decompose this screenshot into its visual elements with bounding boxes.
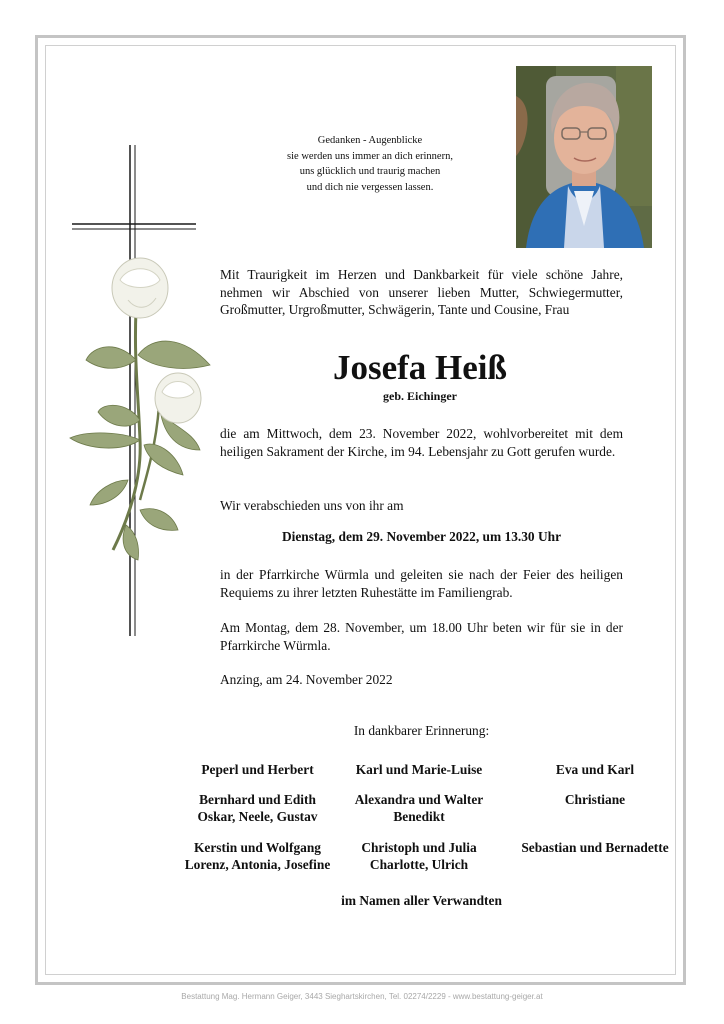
place-date: Anzing, am 24. November 2022 — [220, 672, 393, 687]
signatory: Eva und Karl — [555, 762, 635, 777]
signatory: Christoph und Julia — [361, 840, 477, 855]
poem-line: uns glücklich und traurig machen — [299, 166, 441, 177]
signatory: Bernhard und Edith — [199, 792, 316, 807]
portrait-photo — [516, 66, 652, 248]
farewell-intro: Wir verabschieden uns von ihr am — [220, 498, 404, 513]
maiden-name: geb. Eichinger — [383, 389, 457, 403]
poem-line: sie werden uns immer an dich erinnern, — [287, 150, 453, 162]
cross-with-rose-image — [68, 140, 218, 640]
poem-line: Gedanken - Augenblicke — [317, 135, 423, 146]
signatory: Kerstin und Wolfgang — [194, 840, 321, 855]
signatory: Charlotte, Ulrich — [369, 857, 469, 872]
signatory: Christiane — [564, 792, 626, 807]
signatory: Karl und Marie-Luise — [355, 762, 483, 777]
signatory: Alexandra und Walter — [354, 792, 484, 807]
death-text: die am Mittwoch, dem 23. November 2022, wohlvorbereitet mit dem heiligen Sakrament der Kirche, im 94. Lebensjahr zu Gott gerufen wurde. — [220, 426, 623, 459]
funeral-date: Dienstag, dem 29. November 2022, um 13.30 Uhr — [281, 529, 562, 544]
poem-line: und dich nie vergessen lassen. — [306, 181, 434, 193]
prayer-text: Am Montag, dem 28. November, um 18.00 Uhr beten wir für sie in der Pfarrkirche Würmla. — [220, 620, 623, 653]
closing-text: im Namen aller Verwandten — [341, 893, 502, 908]
signatory: Lorenz, Antonia, Josefine — [184, 857, 331, 872]
deceased-name: Josefa Heiß — [332, 348, 507, 387]
footer-text: Bestattung Mag. Hermann Geiger, 3443 Sieghartskirchen, Tel. 02274/2229 - www.bestattung-geiger.at — [181, 992, 543, 1001]
signatory: Benedikt — [393, 809, 445, 824]
poem — [250, 133, 490, 195]
intro-text: Mit Traurigkeit im Herzen und Dankbarkeit für viele schöne Jahre, nehmen wir Abschied von unserer lieben Mutter, Schwiegermutter, Großmutter, Urgroßmutter, Schwägerin, Tante und Cousine, Frau — [220, 267, 623, 317]
signatory: Sebastian und Bernadette — [521, 840, 669, 855]
funeral-text: in der Pfarrkirche Würmla und geleiten sie nach der Feier des heiligen Requiems zu ihrer letzten Ruhestätte im Familiengrab. — [220, 567, 623, 600]
signatory: Peperl und Herbert — [201, 762, 314, 777]
memory-label: In dankbarer Erinnerung: — [353, 723, 490, 738]
signatory: Oskar, Neele, Gustav — [197, 809, 318, 824]
